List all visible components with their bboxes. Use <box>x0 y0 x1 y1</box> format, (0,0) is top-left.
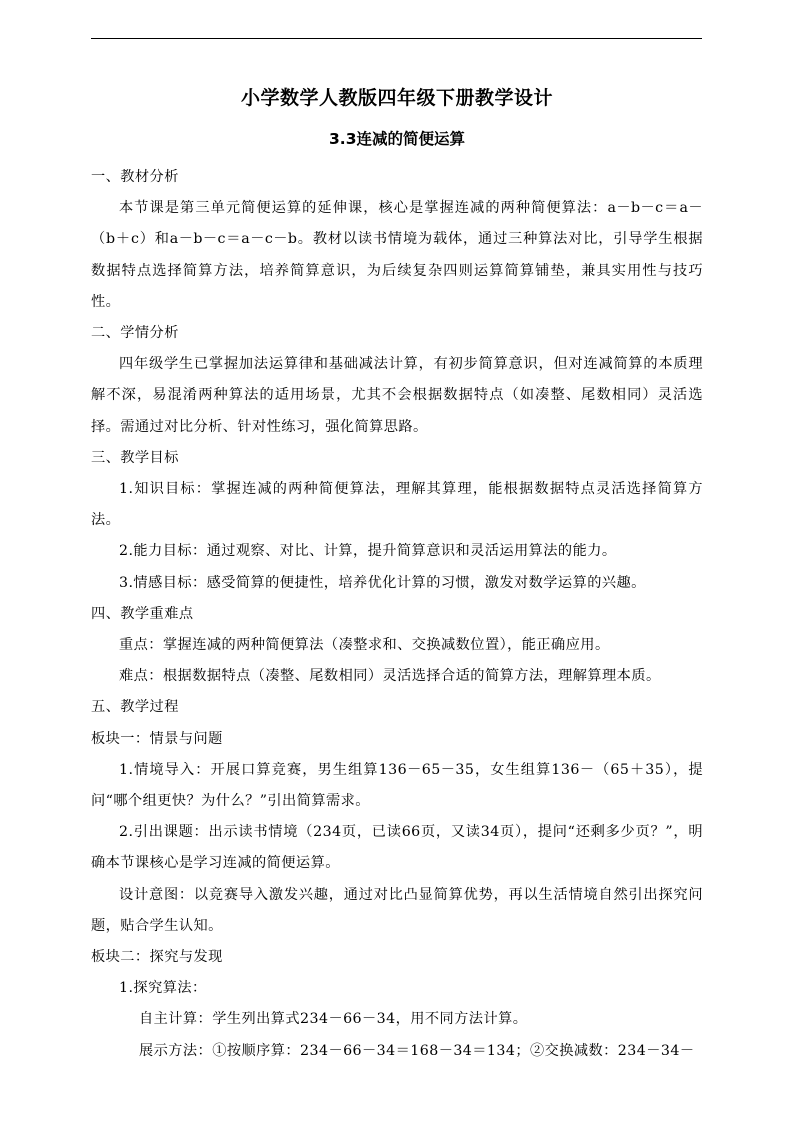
section-heading: 五、教学过程 <box>91 699 179 716</box>
paragraph: 2.引出课题：出示读书情境（234页，已读66页，又读34页），提问“还剩多少页？”，明确本节课核心是学习连减的简便运算。 <box>91 824 703 872</box>
paragraph: 1.情境导入：开展口算竞赛，男生组算136－65－35，女生组算136－（65＋35），提问“哪个组更快？为什么？”引出简算需求。 <box>91 761 703 810</box>
document-body <box>91 162 703 1067</box>
paragraph: 1.知识目标：掌握连减的两种简便算法，理解其算理，能根据数据特点灵活选择简算方法。 <box>91 481 703 529</box>
paragraph: 难点：根据数据特点（凑整、尾数相同）灵活选择合适的简算方法，理解算理本质。 <box>119 668 661 685</box>
paragraph: 展示方法：①按顺序算：234－66－34＝168－34＝134；②交换减数：234－34－ <box>139 1042 695 1059</box>
paragraph: 3.情感目标：感受简算的便捷性，培养优化计算的习惯，激发对数学运算的兴趣。 <box>119 574 646 591</box>
paragraph: 自主计算：学生列出算式234－66－34，用不同方法计算。 <box>139 1011 528 1028</box>
section-heading: 一、教材分析 <box>91 169 179 185</box>
section-heading: 二、学情分析 <box>91 325 179 342</box>
paragraph: 2.能力目标：通过观察、对比、计算，提升简算意识和灵活运用算法的能力。 <box>119 543 617 560</box>
document-content <box>91 84 703 1067</box>
document-title: 小学数学人教版四年级下册教学设计 <box>240 87 553 109</box>
section-heading: 板块一：情景与问题 <box>91 730 223 747</box>
section-heading: 板块二：探究与发现 <box>91 949 223 966</box>
lesson-subtitle: 3.3连减的简便运算 <box>329 130 465 148</box>
paragraph: 设计意图：以竞赛导入激发兴趣，通过对比凸显简算优势，再以生活情境自然引出探究问题，贴合学生认知。 <box>91 886 703 934</box>
paragraph: 本节课是第三单元简便运算的延伸课，核心是掌握连减的两种简便算法：a－b－c＝a－（b＋c）和a－b－c＝a－c－b。教材以读书情境为载体，通过三种算法对比，引导学生根据数据特点选择简算方法，培养简算意识，为后续复杂四则运算简算铺垫，兼具实用性与技巧性。 <box>91 200 703 310</box>
paragraph: 四年级学生已掌握加法运算律和基础减法计算，有初步简算意识，但对连减简算的本质理解不深，易混淆两种算法的适用场景，尤其不会根据数据特点（如凑整、尾数相同）灵活选择。需通过对比分析、针对性练习，强化简算思路。 <box>91 356 703 435</box>
header-rule <box>91 38 702 39</box>
paragraph: 重点：掌握连减的两种简便算法（凑整求和、交换减数位置），能正确应用。 <box>119 637 610 654</box>
section-heading: 三、教学目标 <box>91 449 179 466</box>
paragraph: 1.探究算法： <box>119 980 207 997</box>
section-heading: 四、教学重难点 <box>91 605 194 622</box>
